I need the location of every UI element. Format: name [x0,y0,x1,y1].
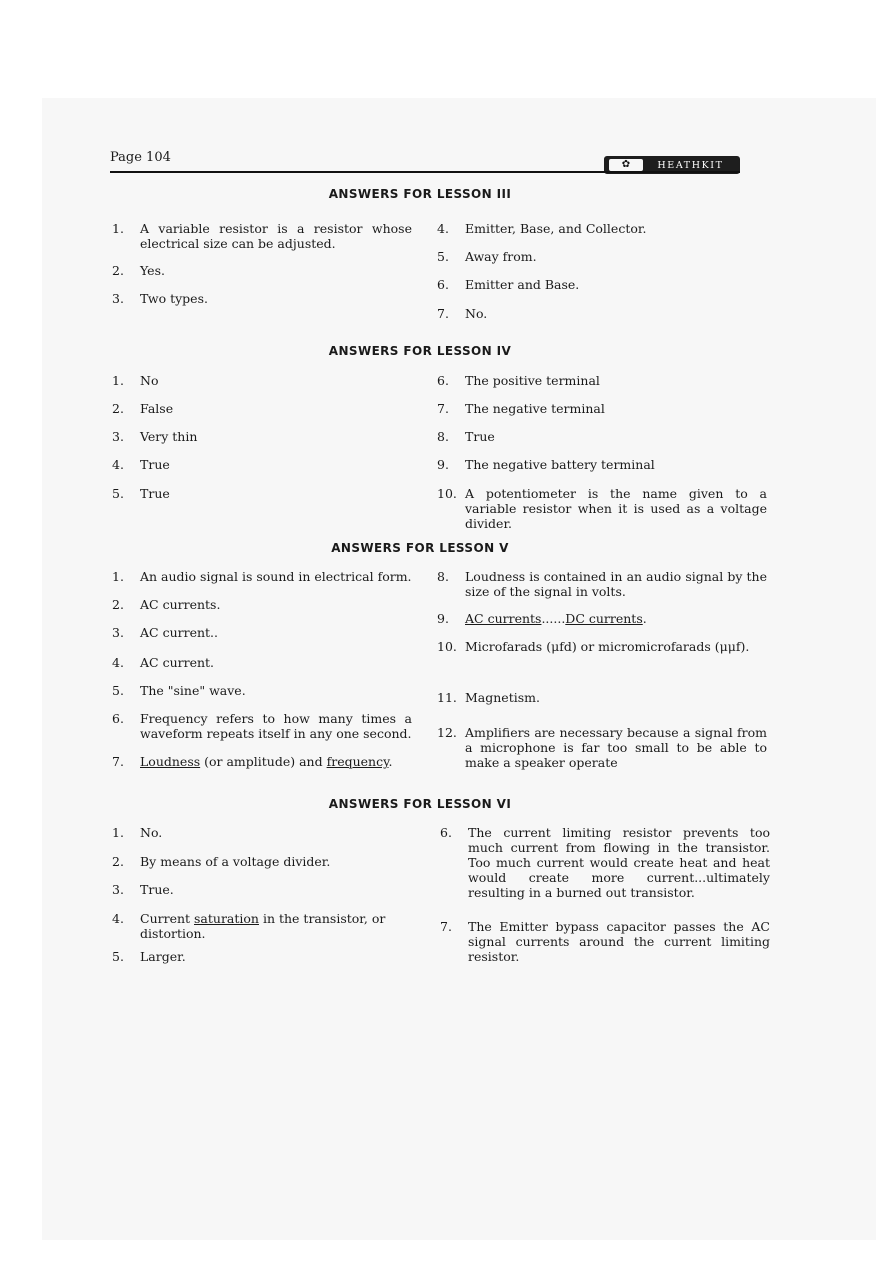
item-text [465,611,767,626]
item-number: 4. [112,655,124,670]
item-text: The negative terminal [465,401,605,416]
item-text: The positive terminal [465,373,600,388]
text-fragment: (or amplitude) and [200,754,327,769]
item-text: No. [140,825,163,840]
underlined-term: AC currents [465,611,542,626]
underlined-term: frequency [326,754,389,769]
item-number: 8. [437,429,449,444]
item-number: 10. [437,639,457,654]
text-fragment: . [642,611,647,626]
item-text: AC currents. [140,597,221,612]
text-fragment: ...... [541,611,566,626]
item-text [140,754,412,769]
item-number: 10. [437,486,457,501]
item-text: Larger. [140,949,186,964]
item-number: 7. [437,401,449,416]
item-number: 1. [112,825,124,840]
item-text: By means of a voltage divider. [140,854,331,869]
lesson-3-heading: ANSWERS FOR LESSON III [328,187,512,201]
item-text: True. [140,882,174,897]
item-number: 7. [440,919,452,934]
page-number: Page 104 [110,150,171,165]
text-fragment: Current [140,911,195,926]
item-text: Away from. [465,249,537,264]
item-text: False [140,401,174,416]
item-number: 5. [437,249,449,264]
item-text: True [140,486,170,501]
item-number: 8. [437,569,449,584]
item-number: 2. [112,263,124,278]
item-text: Microfarads (μfd) or micromicrofarads (μμf). [465,639,750,654]
item-number: 6. [437,373,449,388]
item-text: Very thin [140,429,198,444]
header-rule [110,171,740,173]
item-text: No [140,373,159,388]
item-text: Emitter and Base. [465,277,580,292]
item-text: True [140,457,170,472]
item-text: Magnetism. [465,690,540,705]
lesson-6-heading: ANSWERS FOR LESSON VI [328,797,512,811]
item-number: 6. [437,277,449,292]
item-number: 12. [437,725,457,740]
logo-emblem-icon: ✿ [609,159,643,171]
item-number: 7. [437,306,449,321]
text-fragment: . [388,754,393,769]
item-number: 2. [112,597,124,612]
underlined-term: Loudness [140,754,201,769]
item-number: 4. [112,457,124,472]
item-number: 2. [112,401,124,416]
item-number: 6. [112,711,124,726]
underlined-term: DC currents [565,611,643,626]
item-text: The current limiting resistor prevents too much current from flowing in the transistor. Too much current would create heat and heat would create more current...ultimately resulting in a burned out transistor. [468,825,770,900]
item-text: Frequency refers to how many times a waveform repeats itself in any one second. [140,711,412,741]
item-number: 1. [112,373,124,388]
item-number: 5. [112,683,124,698]
item-number: 2. [112,854,124,869]
item-number: 3. [112,625,124,640]
item-text: Yes. [140,263,165,278]
item-text: The negative battery terminal [465,457,655,472]
item-text: No. [465,306,488,321]
item-text: AC current. [140,655,215,670]
item-number: 1. [112,221,124,236]
lesson-5-heading: ANSWERS FOR LESSON V [331,541,509,555]
item-number: 4. [112,911,124,926]
item-number: 1. [112,569,124,584]
item-text: An audio signal is sound in electrical form. [140,569,412,584]
item-number: 9. [437,611,449,626]
item-text: AC current.. [140,625,218,640]
item-text: Emitter, Base, and Collector. [465,221,647,236]
item-text: Loudness is contained in an audio signal by the size of the signal in volts. [465,569,767,599]
item-text [140,911,412,941]
item-number: 3. [112,429,124,444]
item-text: A potentiometer is the name given to a variable resistor when it is used as a voltage divider. [465,486,767,531]
item-number: 3. [112,291,124,306]
item-number: 5. [112,949,124,964]
underlined-term: saturation [194,911,259,926]
item-text: The Emitter bypass capacitor passes the AC signal currents around the current limiting resistor. [468,919,770,964]
logo-text: HEATHKIT [657,159,724,171]
item-number: 9. [437,457,449,472]
item-number: 11. [437,690,457,705]
item-text: A variable resistor is a resistor whose electrical size can be adjusted. [140,221,412,251]
item-number: 5. [112,486,124,501]
text-fragment: in the transistor, or distortion. [140,911,386,941]
item-number: 6. [440,825,452,840]
item-text: Two types. [140,291,208,306]
item-text: The "sine" wave. [140,683,246,698]
lesson-4-heading: ANSWERS FOR LESSON IV [328,344,512,358]
item-number: 4. [437,221,449,236]
item-text: True [465,429,495,444]
item-number: 3. [112,882,124,897]
item-text: Amplifiers are necessary because a signal from a microphone is far too small to be able to make a speaker operate [465,725,767,770]
item-number: 7. [112,754,124,769]
